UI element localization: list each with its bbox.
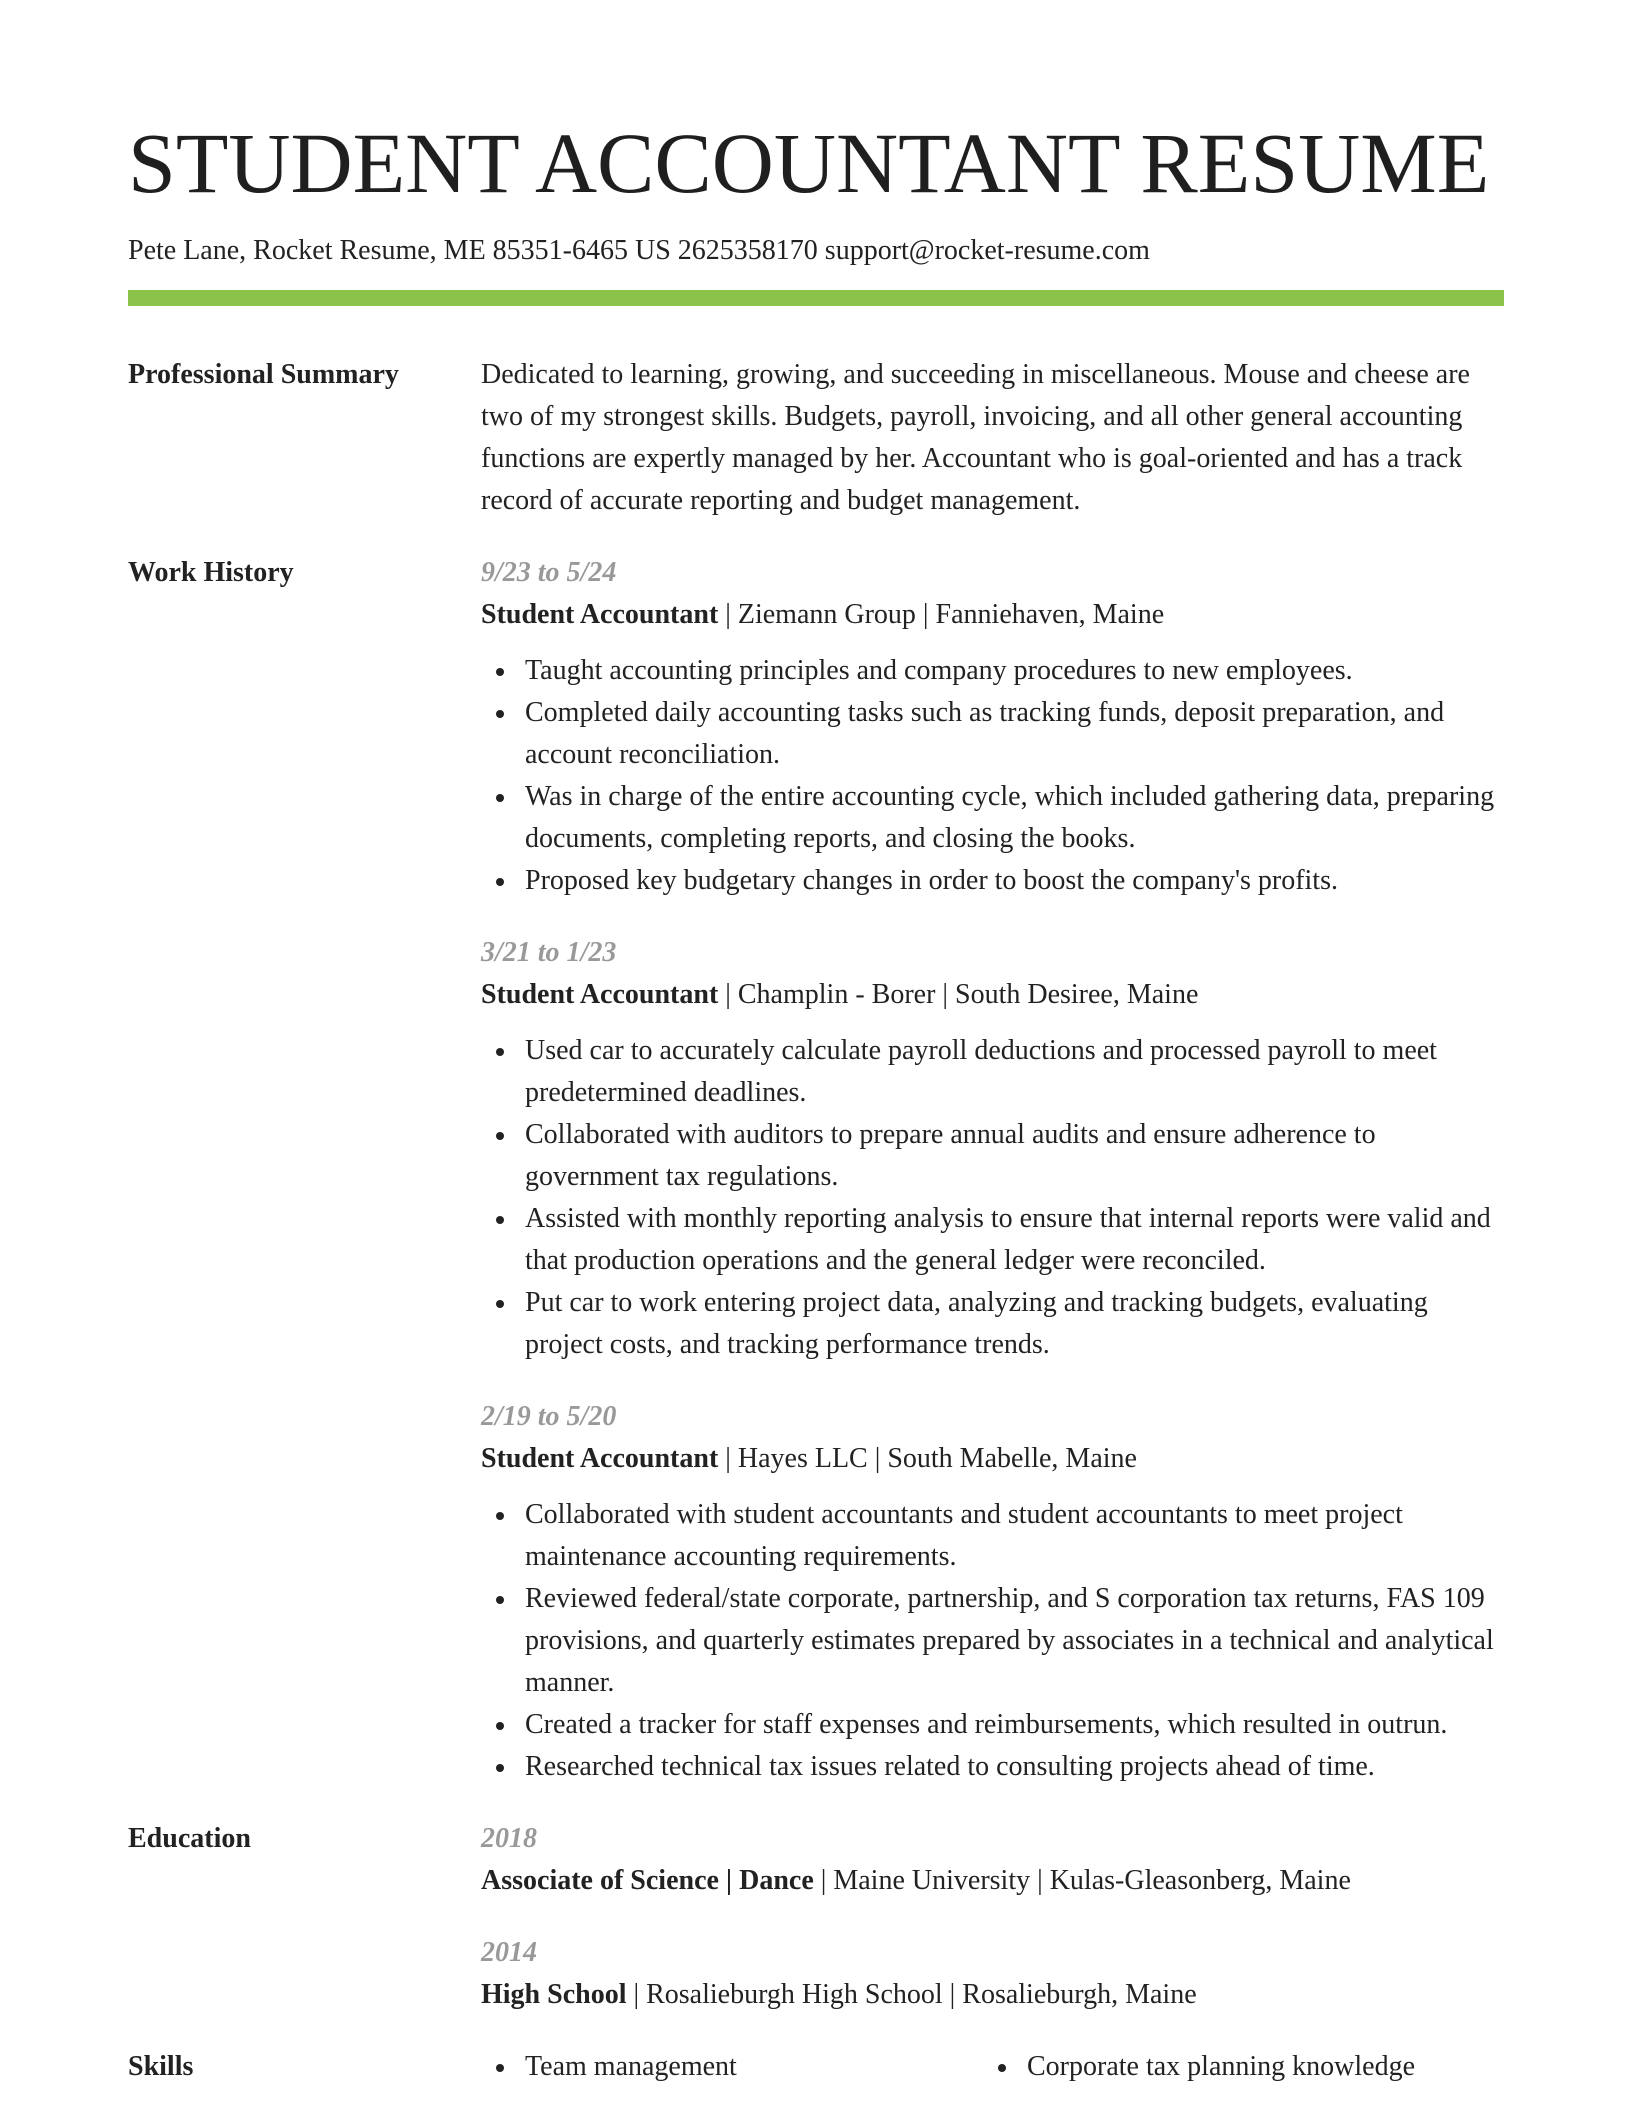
job-bullet: Put car to work entering project data, analyzing and tracking budgets, evaluating project costs, and tracking performance trends.: [481, 1282, 1504, 1366]
job-heading: [481, 1438, 1504, 1480]
education-degree: High School: [481, 1979, 627, 2010]
skills-section: [128, 2046, 1504, 2088]
job-dates: 2/19 to 5/20: [481, 1401, 617, 1432]
section-heading: Professional Summary: [128, 359, 399, 390]
summary-section: [128, 354, 1504, 522]
education-entry: [481, 1932, 1504, 2016]
education-year: 2018: [481, 1823, 537, 1854]
education-school: | Rosalieburgh High School | Rosalieburgh, Maine: [626, 1979, 1197, 2010]
job-heading: [481, 594, 1504, 636]
job-bullet: Was in charge of the entire accounting cycle, which included gathering data, preparing documents, completing reports, and closing the books.: [481, 776, 1504, 860]
education-school: | Maine University | Kulas-Gleasonberg, Maine: [813, 1865, 1351, 1896]
job-bullet: Reviewed federal/state corporate, partnership, and S corporation tax returns, FAS 109 provisions, and quarterly estimates prepared by associates in a technical and analytical manner.: [481, 1578, 1504, 1704]
job-bullet: Used car to accurately calculate payroll deductions and processed payroll to meet predetermined deadlines.: [481, 1030, 1504, 1114]
accent-divider: [128, 290, 1504, 306]
job-bullet: Researched technical tax issues related to consulting projects ahead of time.: [481, 1746, 1504, 1788]
job-entry: [481, 1396, 1504, 1788]
job-heading: [481, 974, 1504, 1016]
job-bullet: Created a tracker for staff expenses and reimbursements, which resulted in outrun.: [481, 1704, 1504, 1746]
resume-title: STUDENT ACCOUNTANT RESUME: [128, 115, 1490, 211]
section-heading: Work History: [128, 557, 294, 588]
skill-item: Team management: [481, 2046, 983, 2088]
job-bullet: Completed daily accounting tasks such as tracking funds, deposit preparation, and account reconciliation.: [481, 692, 1504, 776]
education-list: [481, 1818, 1504, 2016]
skill-item: Corporate tax planning knowledge: [983, 2046, 1485, 2088]
education-section: [128, 1818, 1504, 2016]
work-history-list: [481, 552, 1504, 1788]
education-year: 2014: [481, 1937, 537, 1968]
work-history-section: [128, 552, 1504, 1788]
section-heading: Skills: [128, 2051, 194, 2082]
job-employer: | Champlin - Borer | South Desiree, Maine: [718, 979, 1199, 1010]
job-bullets: [481, 1494, 1504, 1788]
job-bullet: Assisted with monthly reporting analysis to ensure that internal reports were valid and that production operations and the general ledger were reconciled.: [481, 1198, 1504, 1282]
skills-list: [481, 2046, 1504, 2088]
job-title: Student Accountant: [481, 599, 719, 630]
contact-line: Pete Lane, Rocket Resume, ME 85351-6465 US 2625358170 support@rocket-resume.com: [128, 235, 1150, 266]
job-bullet: Collaborated with auditors to prepare annual audits and ensure adherence to government tax regulations.: [481, 1114, 1504, 1198]
job-entry: [481, 932, 1504, 1366]
job-dates: 9/23 to 5/24: [481, 557, 617, 588]
job-bullets: [481, 1030, 1504, 1366]
job-title: Student Accountant: [481, 979, 719, 1010]
job-employer: | Hayes LLC | South Mabelle, Maine: [718, 1443, 1137, 1474]
education-heading: [481, 1860, 1504, 1902]
summary-text: Dedicated to learning, growing, and succeeding in miscellaneous. Mouse and cheese are two of my strongest skills. Budgets, payroll, invoicing, and all other general accounting functions are expertly managed by her. Accountant who is goal-oriented and has a track record of accurate reporting and budget management.: [481, 359, 1470, 516]
education-entry: [481, 1818, 1504, 1902]
job-bullets: [481, 650, 1504, 902]
job-dates: 3/21 to 1/23: [481, 937, 617, 968]
skills-column: [481, 2046, 983, 2088]
job-entry: [481, 552, 1504, 902]
job-bullet: Collaborated with student accountants and student accountants to meet project maintenance accounting requirements.: [481, 1494, 1504, 1578]
education-degree: Associate of Science | Dance: [481, 1865, 814, 1896]
job-bullet: Proposed key budgetary changes in order to boost the company's profits.: [481, 860, 1504, 902]
section-heading: Education: [128, 1823, 251, 1854]
job-employer: | Ziemann Group | Fanniehaven, Maine: [718, 599, 1165, 630]
education-heading: [481, 1974, 1504, 2016]
job-bullet: Taught accounting principles and company procedures to new employees.: [481, 650, 1504, 692]
skills-column: [983, 2046, 1485, 2088]
job-title: Student Accountant: [481, 1443, 719, 1474]
